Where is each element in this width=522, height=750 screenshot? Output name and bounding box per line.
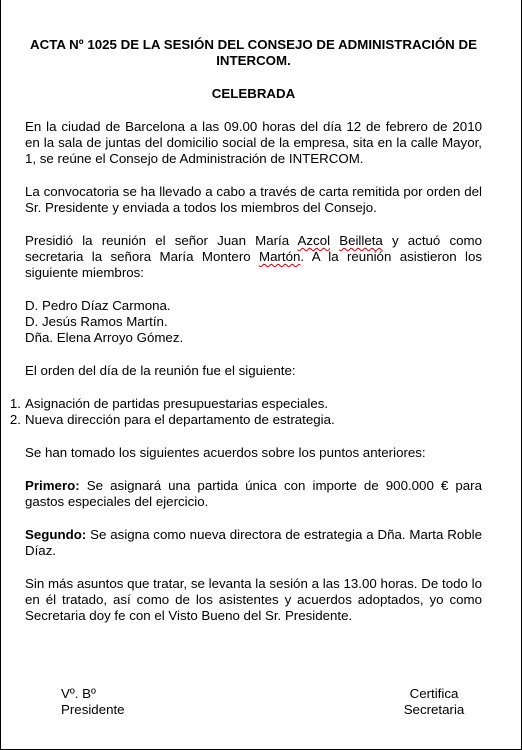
signature-president-line1: Vº. Bº <box>61 686 96 701</box>
spellcheck-word-marton: Martón <box>259 249 301 264</box>
agreement-first-label: Primero: <box>25 478 80 493</box>
member-item: D. Pedro Díaz Carmona. <box>25 298 171 313</box>
presidency-text-c: . A la reunión asistieron los siguiente miembros: <box>25 249 482 280</box>
document-body <box>9 37 482 624</box>
agreement-second <box>25 527 482 559</box>
member-item: Dña. Elena Arroyo Gómez. <box>25 330 184 345</box>
agenda-text: Nueva dirección para el departamento de estrategia. <box>25 412 335 427</box>
document-title: ACTA Nº 1025 DE LA SESIÓN DEL CONSEJO DE ADMINISTRACIÓN DE INTERCOM. <box>30 37 477 68</box>
signature-president-line2: Presidente <box>61 702 125 717</box>
member-item: D. Jesús Ramos Martín. <box>25 314 168 329</box>
agreement-second-text: Se asigna como nueva directora de estrategia a Dña. Marta Roble Díaz. <box>25 527 482 558</box>
agreement-first <box>25 478 482 510</box>
agreement-first-text: Se asignará una partida única con importe de 900.000 € para gastos especiales del ejercicio. <box>25 478 482 509</box>
agenda-number: 1. <box>9 396 21 411</box>
agenda-intro: El orden del día de la reunión fue el siguiente: <box>25 363 296 378</box>
agreement-second-label: Segundo: <box>25 527 87 542</box>
agenda-number: 2. <box>9 412 21 427</box>
presidency-space <box>330 233 339 248</box>
agenda-list <box>9 396 482 428</box>
signature-secretary-line1: Certifica <box>409 686 459 701</box>
agreements-intro: Se han tomado los siguientes acuerdos sobre los puntos anteriores: <box>25 445 426 460</box>
agenda-item <box>9 412 482 428</box>
members-list <box>25 298 482 346</box>
agenda-item <box>9 396 482 412</box>
signature-president <box>61 686 125 718</box>
paragraph-presidency <box>25 233 482 281</box>
spellcheck-word-azcol: Azcol <box>297 233 331 248</box>
signature-secretary <box>403 686 465 718</box>
signature-secretary-line2: Secretaria <box>403 702 465 717</box>
closing-paragraph: Sin más asuntos que tratar, se levanta la sesión a las 13.00 horas. De todo lo en él tratado, así como de los asistentes y acuerdos adoptados, yo como Secretaria doy fe con el Visto Bueno del Sr. Presidente. <box>25 576 482 623</box>
document-subtitle: CELEBRADA <box>211 86 296 101</box>
paragraph-intro: En la ciudad de Barcelona a las 09.00 horas del día 12 de febrero de 2010 en la sala de juntas del domicilio social de la empresa, sita en la calle Mayor, 1, se reúne el Consejo de Administración de INTERCOM. <box>25 119 482 166</box>
agenda-text: Asignación de partidas presupuestarias especiales. <box>25 396 329 411</box>
paragraph-convocatoria: La convocatoria se ha llevado a cabo a través de carta remitida por orden del Sr. Presidente y enviada a todos los miembros del Consejo. <box>25 184 482 215</box>
presidency-text-a: Presidió la reunión el señor Juan María <box>25 233 298 248</box>
presidency-text-b: y actuó como secretaria la señora María Montero <box>25 233 482 264</box>
spellcheck-word-beilleta: Beilleta <box>339 233 383 248</box>
